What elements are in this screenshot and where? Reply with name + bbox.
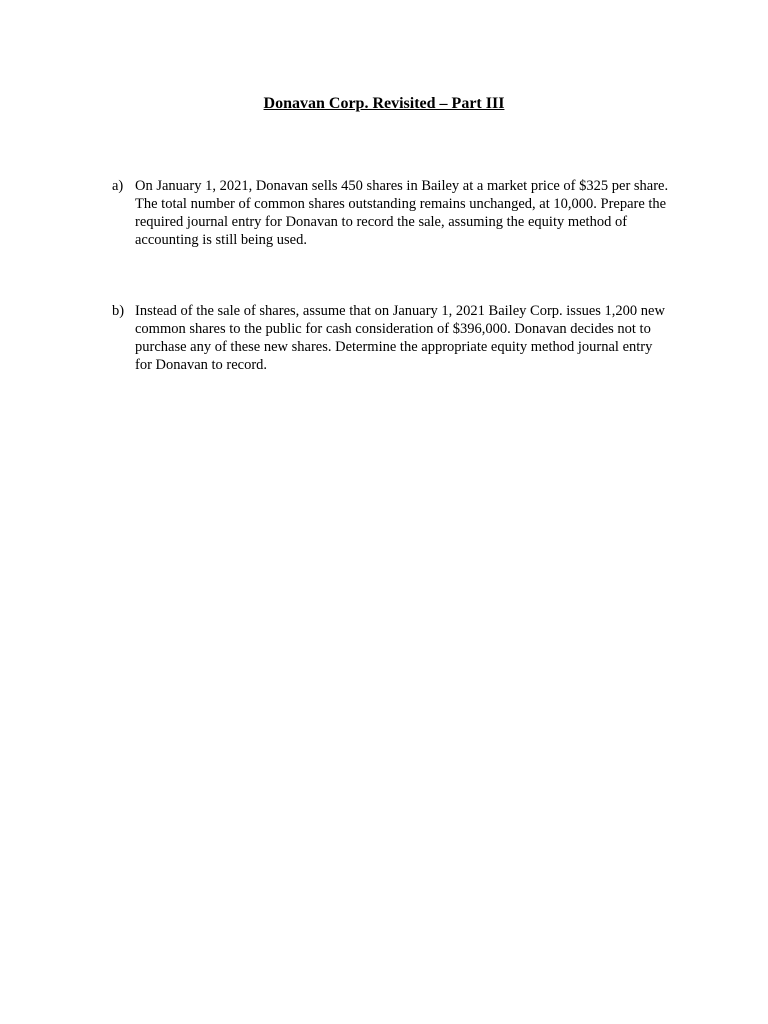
question-b-text: Instead of the sale of shares, assume that on January 1, 2021 Bailey Corp. issues 1,200 new common shares to the public for cash consideration of $396,000. Donavan decides not to purchase any of these new shares. Determine the appropriate equity method journal entry for Donavan to record. [135, 303, 665, 373]
question-a-text: On January 1, 2021, Donavan sells 450 shares in Bailey at a market price of $325 per share. The total number of common shares outstanding remains unchanged, at 10,000. Prepare the required journal entry for Donavan to record the sale, assuming the equity method of accounting is still being used. [135, 178, 669, 248]
question-a-marker: a) [112, 178, 124, 194]
page-title: Donavan Corp. Revisited – Part III [263, 95, 505, 112]
question-a [112, 177, 672, 249]
question-b-marker: b) [112, 303, 125, 319]
question-b [112, 302, 672, 374]
